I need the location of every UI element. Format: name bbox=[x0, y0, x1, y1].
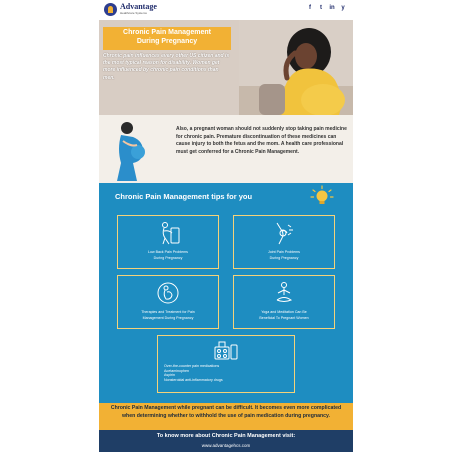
tip-label-therapies-2: Management During Pregnancy bbox=[142, 316, 194, 320]
pregnant-woman-illustration bbox=[105, 119, 155, 181]
tip-card-joint-pain[interactable] bbox=[233, 215, 335, 269]
hero-title-line2: During Pregnancy bbox=[136, 37, 198, 45]
facebook-icon[interactable]: f bbox=[309, 5, 311, 11]
closing-text: Chronic Pain Management while pregnant can be difficult. It becomes even more complicated when determining whether to withhold the use of pain medication during pregnancy. bbox=[110, 405, 342, 419]
linkedin-icon[interactable]: in bbox=[329, 5, 335, 11]
medications-title: Over-the-counter pain medications bbox=[164, 364, 220, 368]
hero-section bbox=[99, 20, 353, 115]
warning-text: Also, a pregnant woman should not suddenly stop taking pain medicine for chronic pain. Premature discontinuation of these medicines can cause injury to both the fetus and the mom. A health care professional must get conferred for a Chronic Pain Management. bbox=[176, 126, 347, 155]
tips-title: Chronic Pain Management tips for you bbox=[115, 192, 253, 201]
tip-label-yoga-1: Yoga and Meditation Can Be bbox=[261, 310, 307, 314]
tip-label-joint-pain-2: During Pregnancy bbox=[269, 256, 299, 260]
brand-logo-icon[interactable] bbox=[104, 3, 117, 16]
tip-label-therapies-1: Therapies and Treatment for Pain bbox=[141, 310, 195, 314]
tip-card-medications[interactable] bbox=[157, 335, 295, 393]
back-pain-icon bbox=[155, 221, 181, 245]
warning-section bbox=[99, 115, 353, 183]
website-link[interactable]: www.advantagehcs.com bbox=[201, 443, 251, 448]
footer-cta: To know more about Chronic Pain Management visit: bbox=[156, 433, 296, 439]
pregnant-woman-photo bbox=[239, 20, 353, 115]
pregnancy-therapy-icon bbox=[155, 281, 181, 305]
tips-section bbox=[99, 183, 353, 403]
tip-card-yoga[interactable] bbox=[233, 275, 335, 329]
tip-label-back-pain-1: Low Back Pain Problems bbox=[148, 250, 188, 254]
footer bbox=[99, 430, 353, 452]
medication-line-3: Nonsteroidal anti-inflammatory drugs bbox=[164, 377, 223, 382]
header-bar bbox=[99, 0, 353, 20]
yelp-icon[interactable]: y bbox=[341, 5, 345, 11]
brand-name[interactable]: Advantage bbox=[120, 2, 157, 11]
tip-card-therapies[interactable] bbox=[117, 275, 219, 329]
tip-label-yoga-2: Beneficial To Pregnant Women bbox=[259, 316, 309, 320]
medication-line-2: Aspirin bbox=[164, 373, 175, 378]
infographic bbox=[99, 0, 353, 452]
twitter-icon[interactable]: t bbox=[320, 5, 322, 11]
tip-label-back-pain-2: During Pregnancy bbox=[153, 256, 183, 260]
hero-title-banner bbox=[103, 27, 231, 50]
tip-label-joint-pain-1: Joint Pain Problems bbox=[268, 250, 300, 254]
tip-card-back-pain[interactable] bbox=[117, 215, 219, 269]
medication-line-1: Acetaminophen bbox=[164, 368, 189, 373]
yoga-icon bbox=[271, 281, 297, 305]
closing-section bbox=[99, 403, 353, 430]
medicine-pills-icon bbox=[213, 339, 239, 363]
joint-pain-icon bbox=[271, 221, 297, 245]
medications-text bbox=[164, 364, 223, 382]
hero-title-line1: Chronic Pain Management bbox=[123, 29, 211, 36]
social-links bbox=[306, 4, 347, 12]
hero-body-text: Chronic pain influences every other US citizen and is the most typical reason for disability. Women get more influenced by chronic pain conditions than men. bbox=[103, 53, 230, 81]
brand-tagline: Healthcare Systems bbox=[120, 11, 147, 15]
lightbulb-icon bbox=[309, 185, 335, 209]
